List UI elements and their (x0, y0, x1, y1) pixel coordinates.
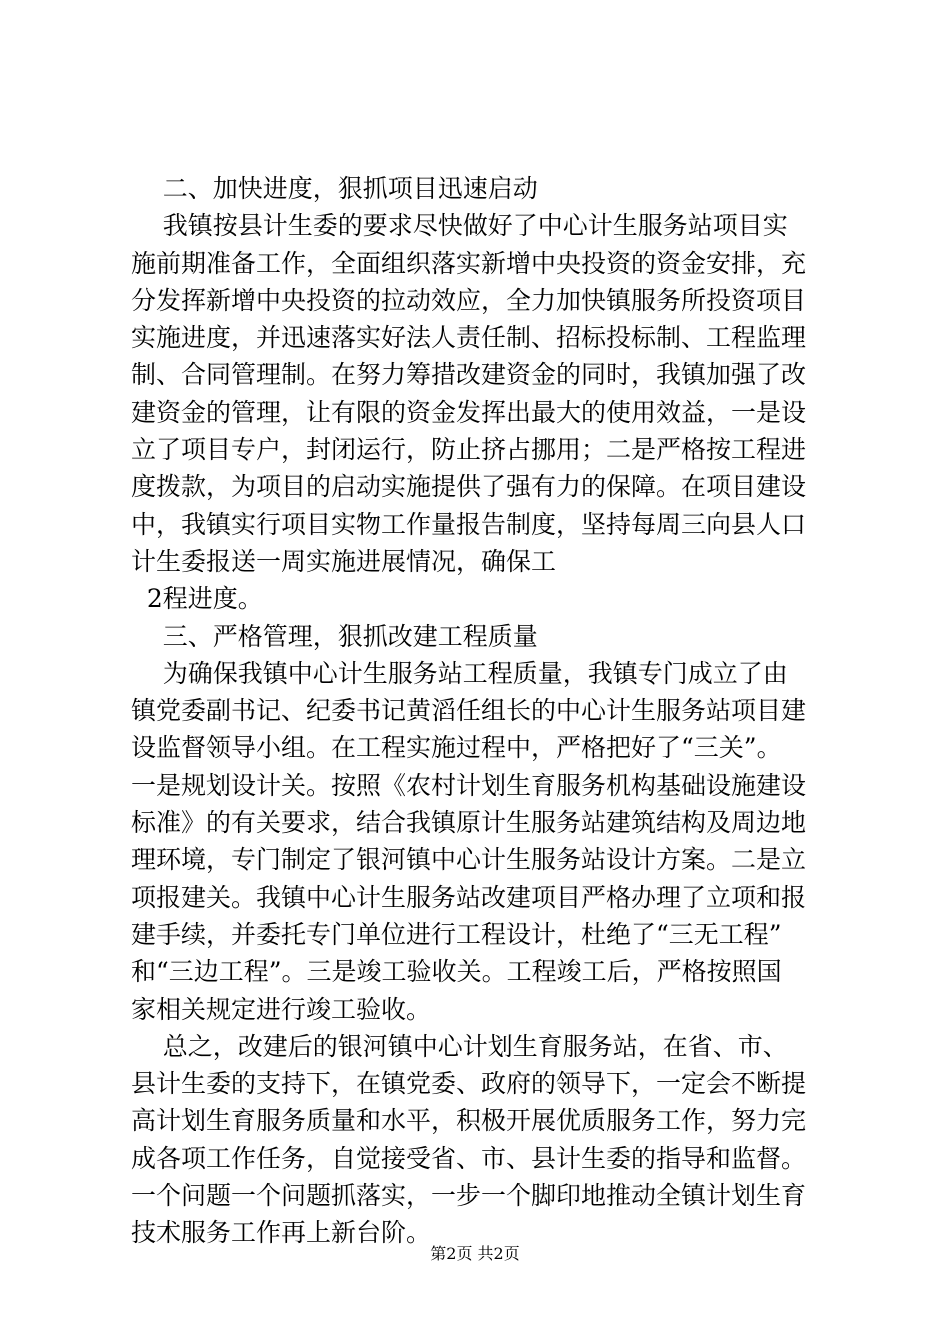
text-line: 中，我镇实行项目实物工作量报告制度，坚持每周三向县人口 (131, 509, 807, 539)
text-line: 实施进度，并迅速落实好法人责任制、招标投标制、工程监理 (131, 323, 807, 353)
text-line: 家相关规定进行竣工验收。 (131, 994, 432, 1024)
page-number-label: 第2页 共2页 (430, 1244, 520, 1263)
text-line: 分发挥新增中央投资的拉动效应，全力加快镇服务所投资项目 (131, 285, 807, 315)
text-line: 一个问题一个问题抓落实，一步一个脚印地推动全镇计划生育 (131, 1181, 807, 1211)
text-line: 总之，改建后的银河镇中心计划生育服务站，在省、市、 (131, 1031, 788, 1061)
text-line: 标准》的有关要求，结合我镇原计生服务站建筑结构及周边地 (131, 808, 807, 838)
text-line: 设监督领导小组。在工程实施过程中，严格把好了“三关”。 (131, 733, 782, 763)
text-line: 二、加快进度，狠抓项目迅速启动 (131, 174, 538, 203)
text-line: 建资金的管理，让有限的资金发挥出最大的使用效益，一是设 (131, 397, 807, 427)
text-line: 制、合同管理制。在努力筹措改建资金的同时，我镇加强了改 (131, 360, 807, 390)
document-body (131, 170, 831, 1252)
text-line: 镇党委副书记、纪委书记黄滔任组长的中心计生服务站项目建 (131, 696, 807, 726)
text-line: 项报建关。我镇中心计生服务站改建项目严格办理了立项和报 (131, 882, 807, 912)
text-line: 2程进度。 (131, 584, 263, 614)
text-line: 理环境，专门制定了银河镇中心计生服务站设计方案。二是立 (131, 845, 807, 875)
text-line: 度拨款，为项目的启动实施提供了强有力的保障。在项目建设 (131, 472, 807, 502)
page-footer (0, 1244, 950, 1264)
text-line: 一是规划设计关。按照《农村计划生育服务机构基础设施建设 (131, 770, 807, 800)
text-line: 三、严格管理，狠抓改建工程质量 (131, 621, 538, 651)
text-line: 计生委报送一周实施进展情况，确保工 (131, 546, 557, 576)
text-line: 和“三边工程”。三是竣工验收关。工程竣工后，严格按照国 (131, 957, 782, 987)
text-line: 高计划生育服务质量和水平，积极开展优质服务工作，努力完 (131, 1106, 807, 1136)
text-line: 立了项目专户，封闭运行，防止挤占挪用；二是严格按工程进 (131, 435, 807, 465)
text-line: 县计生委的支持下，在镇党委、政府的领导下，一定会不断提 (131, 1069, 807, 1099)
text-line: 施前期准备工作，全面组织落实新增中央投资的资金安排，充 (131, 248, 807, 278)
text-line: 建手续，并委托专门单位进行工程设计，杜绝了“三无工程” (131, 919, 782, 949)
text-line: 成各项工作任务，自觉接受省、市、县计生委的指导和监督。 (131, 1143, 807, 1173)
text-line: 为确保我镇中心计生服务站工程质量，我镇专门成立了由 (131, 658, 788, 688)
text-line: 我镇按县计生委的要求尽快做好了中心计生服务站项目实 (131, 211, 788, 241)
text-line: 技术服务工作再上新台阶。 (131, 1218, 432, 1248)
